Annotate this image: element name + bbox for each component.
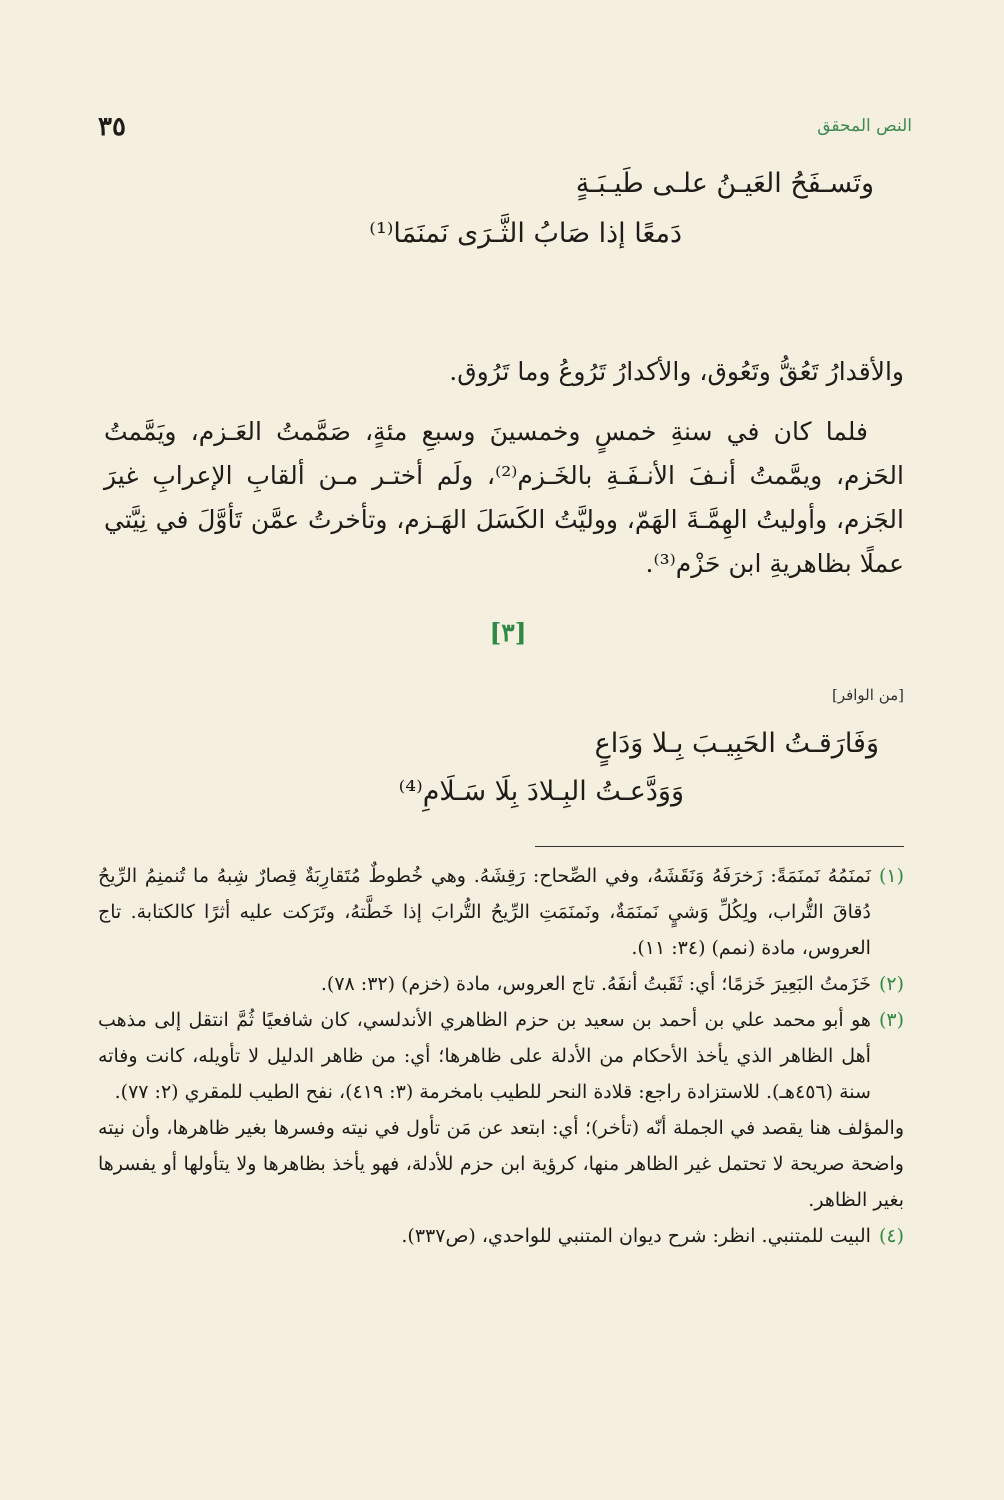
footnote-number: (٤) (878, 1225, 904, 1247)
footnote-number: (٣) (878, 1009, 904, 1031)
poem-verse-2-second-hemistich: وَوَدَّعـتُ البِـلادَ بِلَا سَـلَامِ⁽⁴⁾ (398, 776, 684, 807)
footnote-text: نَمنَمُهُ نَمنَمَةً: زَخرَفَهُ وَنَقَشَهُ، وفي الصِّحاح: رَقِشَهُ. وهي خُطوطٌ مُتَقارِبَةٌ قِصارٌ شِبهُ ما تُنمنِمُ الرِّيحُ دُقاقَ التُّراب، ولِكُلِّ وَشيٍ نَمنَمَةٌ، ونَمنَمَتِ الرِّيحُ التُّرابَ إذا خَطَّتهُ، وتَرَكت عليه أثرًا كالكتابة. تاج العروس، مادة (نمم) (٣٤: ١١). (98, 865, 871, 959)
poem-verse-1-first-hemistich: وتَسـفَحُ العَيـنُ علـى طَيـبَـةٍ (575, 168, 874, 199)
page-number: ٣٥ (98, 112, 126, 142)
poem-verse-2-first-hemistich: وَفَارَقـتُ الحَبِيـبَ بِـلا وَدَاعٍ (594, 728, 879, 759)
footnote-number: (٢) (878, 973, 904, 995)
poem-verse-1-second-hemistich: دَمعًا إذا صَابُ الثَّـرَى نَمنَمَا⁽¹⁾ (369, 218, 682, 249)
prose-paragraph: فلما كان في سنةِ خمسٍ وخمسينَ وسبعِ مئةٍ، صَمَّمتُ العَـزم، ويَمَّمتُ الحَزم، ويمَّمتُ أنـفَ الأنـفَـةِ بالخَـزم⁽²⁾، ولَم أختـر مـن ألقابِ الإعرابِ غيرَ الجَزم، وأوليتُ الهِمَّـةَ الهَمّ، ووليَّتُ الكَسَلَ الهَـزم، وتأخرتُ عمَّن تَأوَّلَ في نِيَّتي عملًا بظاهريةِ ابن حَزْم⁽³⁾. (104, 417, 904, 578)
footnote-separator-rule (535, 846, 904, 847)
footnote-4 (98, 1218, 904, 1254)
running-header-title: النص المحقق (817, 116, 912, 136)
footnote-text: خَزَمتُ البَعِيرَ خَزمًا؛ أي: ثَقَبتُ أنفَهُ. تاج العروس، مادة (خزم) (٣٢: ٧٨). (320, 973, 871, 995)
footnote-3 (98, 1002, 904, 1110)
footnote-2 (98, 966, 904, 1002)
footnote-1 (98, 858, 904, 966)
footnote-3-continuation: والمؤلف هنا يقصد في الجملة أنّه (تأخر)؛ أي: ابتعد عن مَن تأول في نيته وفسرها بغير ظاهرها، وأن نيته واضحة صريحة لا تحتمل غير الظاهر منها، كرؤية ابن حزم للأدلة، فهو يأخذ بظاهرها ولا يتأولها أو يفسرها بغير الظاهر. (98, 1117, 904, 1211)
footnote-number: (١) (878, 865, 904, 887)
section-number-marker: [٣] (489, 618, 527, 647)
poetic-meter-label: [من الوافر] (831, 686, 904, 704)
footnote-text: هو أبو محمد علي بن أحمد بن سعيد بن حزم الظاهري الأندلسي، كان شافعيًا ثُمَّ انتقل إلى مذهب أهل الظاهر الذي يأخذ الأحكام من الأدلة على ظاهرها؛ أي: من ظاهر الدليل لا تأويله، كانت وفاته سنة (٤٥٦هـ). للاستزادة راجع: قلادة النحر للطيب بامخرمة (٣: ٤١٩)، نفح الطيب للمقري (٢: ٧٧). (98, 1009, 871, 1103)
footnotes (98, 858, 904, 1254)
footnote-text: البيت للمتنبي. انظر: شرح ديوان المتنبي للواحدي، (ص٣٣٧). (401, 1225, 871, 1247)
prose-line: والأقدارُ تَعُقُّ وتَعُوق، والأكدارُ تَرُوعُ وما تَرُوق. (449, 357, 904, 386)
